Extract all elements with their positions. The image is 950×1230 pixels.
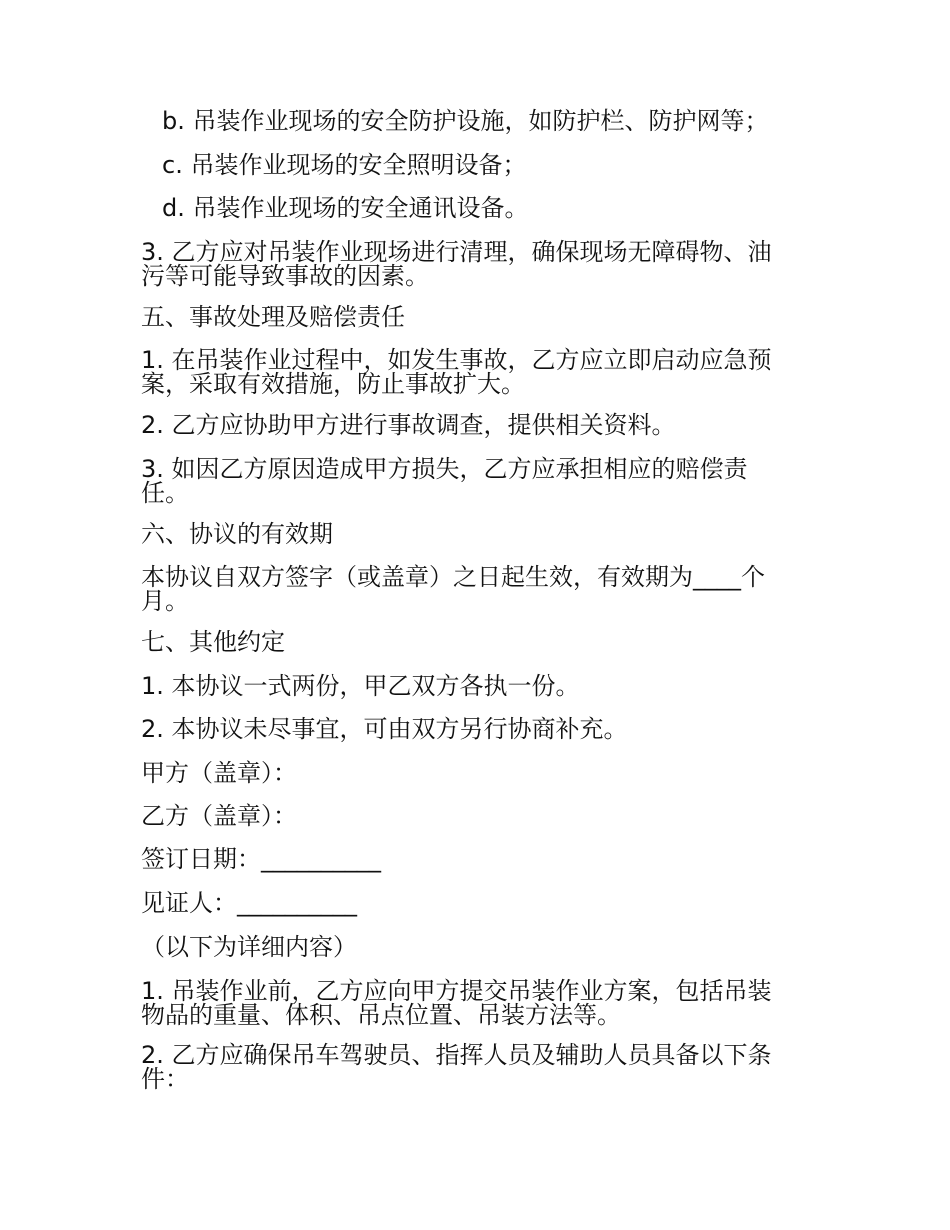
paragraph-line: 3. 乙方应对吊装作业现场进行清理，确保现场无障碍物、油	[141, 238, 772, 266]
paragraph-line: 1. 在吊装作业过程中，如发生事故，乙方应立即启动应急预	[141, 346, 772, 374]
paragraph-cleanup	[141, 240, 801, 288]
paragraph-line: 件：	[141, 1065, 189, 1093]
paragraph-copies: 1. 本协议一式两份，甲乙双方各执一份。	[141, 672, 580, 700]
paragraph-line: 任。	[141, 479, 189, 507]
paragraph-personnel	[141, 1043, 801, 1091]
paragraph-line: 污等可能导致事故的因素。	[141, 262, 429, 290]
paragraph-emergency	[141, 348, 801, 396]
paragraph-plan	[141, 979, 801, 1027]
paragraph-line: 1. 吊装作业前，乙方应向甲方提交吊装作业方案，包括吊装	[141, 977, 772, 1005]
list-item-b: b. 吊装作业现场的安全防护设施，如防护栏、防护网等；	[162, 107, 769, 135]
paragraph-compensation	[141, 457, 801, 505]
list-item-d: d. 吊装作业现场的安全通讯设备。	[162, 194, 529, 222]
section-title-validity: 六、协议的有效期	[141, 520, 333, 548]
detail-note: （以下为详细内容）	[141, 933, 357, 961]
paragraph-validity	[141, 565, 801, 613]
signing-date: 签订日期：__________	[141, 845, 381, 873]
paragraph-line: 月。	[141, 587, 189, 615]
paragraph-line: 2. 乙方应确保吊车驾驶员、指挥人员及辅助人员具备以下条	[141, 1041, 772, 1069]
section-title-other: 七、其他约定	[141, 628, 285, 656]
paragraph-line: 物品的重量、体积、吊点位置、吊装方法等。	[141, 1001, 621, 1029]
paragraph-line: 3. 如因乙方原因造成甲方损失，乙方应承担相应的赔偿责	[141, 455, 748, 483]
section-title-accident: 五、事故处理及赔偿责任	[141, 303, 405, 331]
witness: 见证人：__________	[141, 889, 357, 917]
paragraph-investigation: 2. 乙方应协助甲方进行事故调查，提供相关资料。	[141, 411, 676, 439]
paragraph-supplement: 2. 本协议未尽事宜，可由双方另行协商补充。	[141, 715, 628, 743]
paragraph-line: 案，采取有效措施，防止事故扩大。	[141, 370, 525, 398]
party-a-seal: 甲方（盖章）：	[141, 759, 297, 787]
party-b-seal: 乙方（盖章）：	[141, 802, 297, 830]
list-item-c: c. 吊装作业现场的安全照明设备；	[162, 151, 527, 179]
paragraph-line: 本协议自双方签字（或盖章）之日起生效，有效期为____个	[141, 563, 765, 591]
